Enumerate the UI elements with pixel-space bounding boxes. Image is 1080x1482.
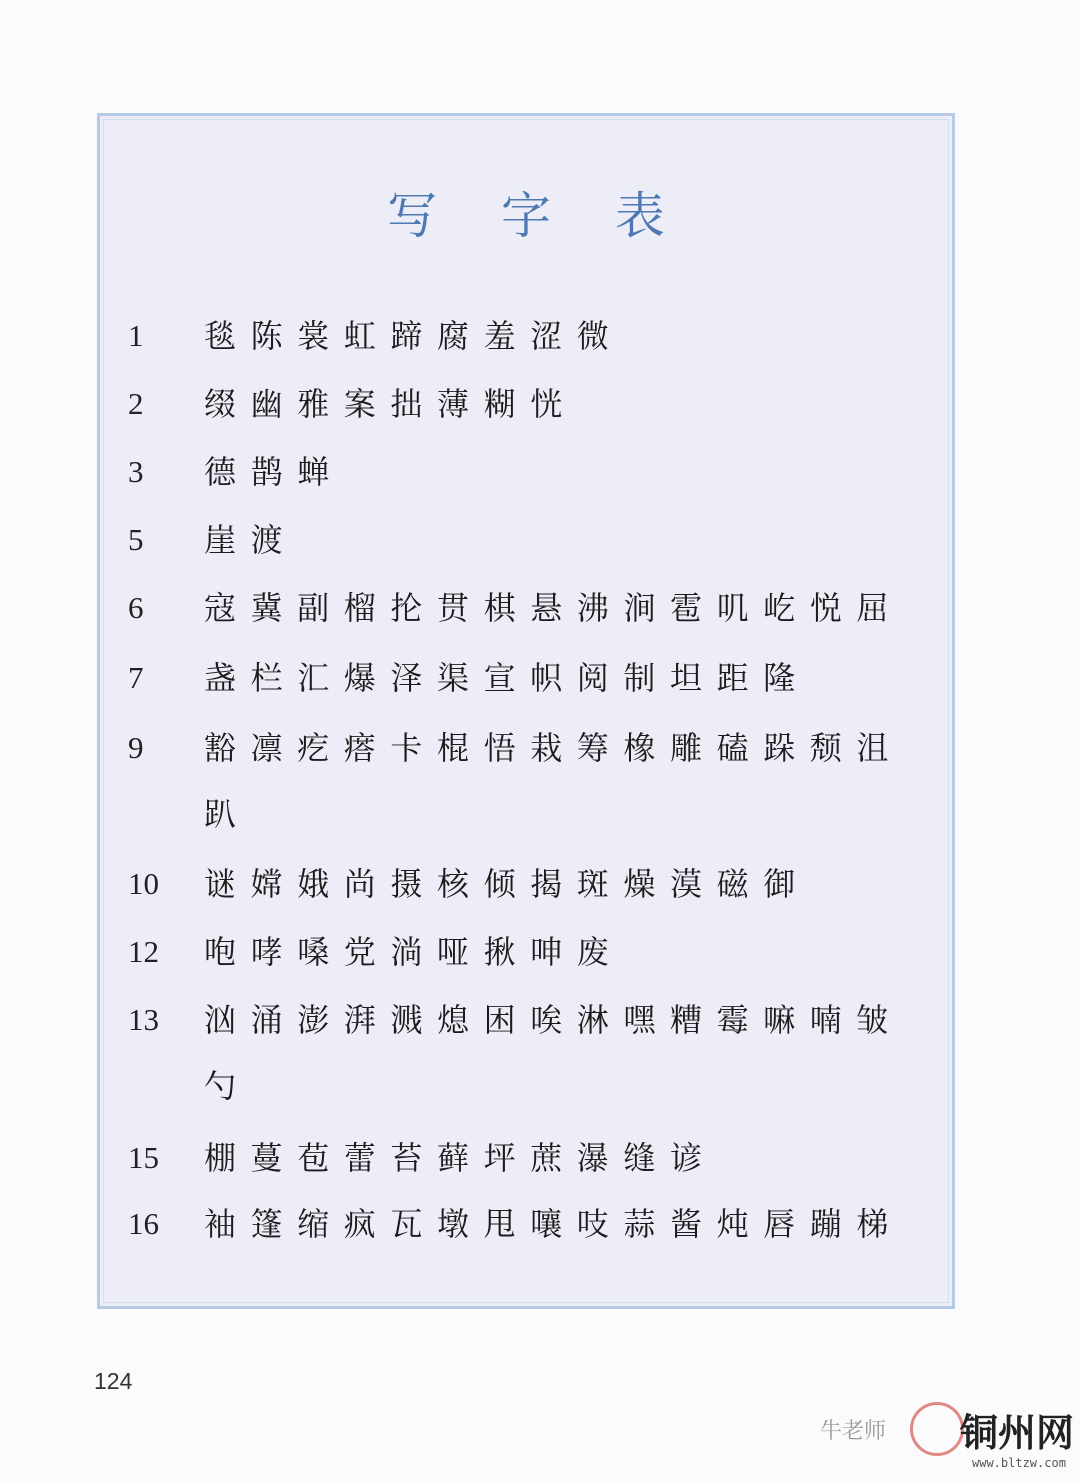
watermark-text: 牛老师	[820, 1419, 887, 1444]
word-table-panel	[97, 113, 955, 1309]
lesson-characters: 寇冀副榴抡贯棋悬沸涧雹叽屹悦屈	[204, 589, 904, 627]
page-number: 124	[94, 1368, 133, 1394]
word-row	[100, 922, 952, 982]
word-row	[100, 854, 952, 914]
lesson-characters: 咆哮嗓党淌哑揪呻废	[204, 933, 624, 971]
word-row	[100, 990, 952, 1050]
word-row	[100, 374, 952, 434]
word-row	[100, 442, 952, 502]
lesson-number: 6	[128, 590, 144, 625]
lesson-number: 3	[128, 454, 144, 489]
page-title: 写 字 表	[387, 187, 689, 245]
word-row	[100, 1194, 952, 1254]
lesson-characters: 趴	[204, 795, 251, 833]
lesson-number: 15	[128, 1140, 159, 1175]
word-row-continuation	[100, 1056, 952, 1116]
lesson-number: 12	[128, 934, 159, 969]
seal-icon	[910, 1402, 964, 1456]
lesson-characters: 崖渡	[204, 521, 298, 559]
lesson-number: 9	[128, 730, 144, 765]
watermark-brand: 铜州网	[960, 1411, 1075, 1455]
lesson-number: 13	[128, 1002, 159, 1037]
lesson-characters: 德鹊蝉	[204, 453, 344, 491]
lesson-characters: 毯陈裳虹蹄腐羞涩微	[204, 317, 624, 355]
lesson-characters: 谜嫦娥尚摄核倾揭斑燥漠磁御	[204, 865, 810, 903]
lesson-characters: 缀幽雅案拙薄糊恍	[204, 385, 577, 423]
watermark-url: www.bltzw.com	[972, 1456, 1066, 1470]
lesson-characters: 棚蔓苞蕾苔藓坪蔗瀑缝谚	[204, 1139, 717, 1177]
lesson-number: 16	[128, 1206, 159, 1241]
word-row	[100, 306, 952, 366]
lesson-number: 1	[128, 318, 144, 353]
word-row	[100, 510, 952, 570]
lesson-number: 2	[128, 386, 144, 421]
lesson-characters: 豁凛疙瘩卡棍悟栽筹橡雕磕跺颓沮	[204, 729, 904, 767]
watermark	[820, 1398, 1075, 1478]
word-row	[100, 1128, 952, 1188]
lesson-number: 7	[128, 660, 144, 695]
lesson-characters: 勺	[204, 1067, 251, 1105]
lesson-number: 5	[128, 522, 144, 557]
lesson-characters: 盏栏汇爆泽渠宣帜阅制坦距隆	[204, 659, 810, 697]
lesson-characters: 汹涌澎湃溅熄困唉淋嘿糟霉嘛喃皱	[204, 1001, 904, 1039]
lesson-number: 10	[128, 866, 159, 901]
word-row	[100, 578, 952, 638]
word-row-continuation	[100, 784, 952, 844]
word-rows	[100, 116, 952, 1306]
word-row	[100, 648, 952, 708]
word-row	[100, 718, 952, 778]
lesson-characters: 袖篷缩疯瓦墩甩嚷吱蒜酱炖唇蹦梯	[204, 1205, 904, 1243]
